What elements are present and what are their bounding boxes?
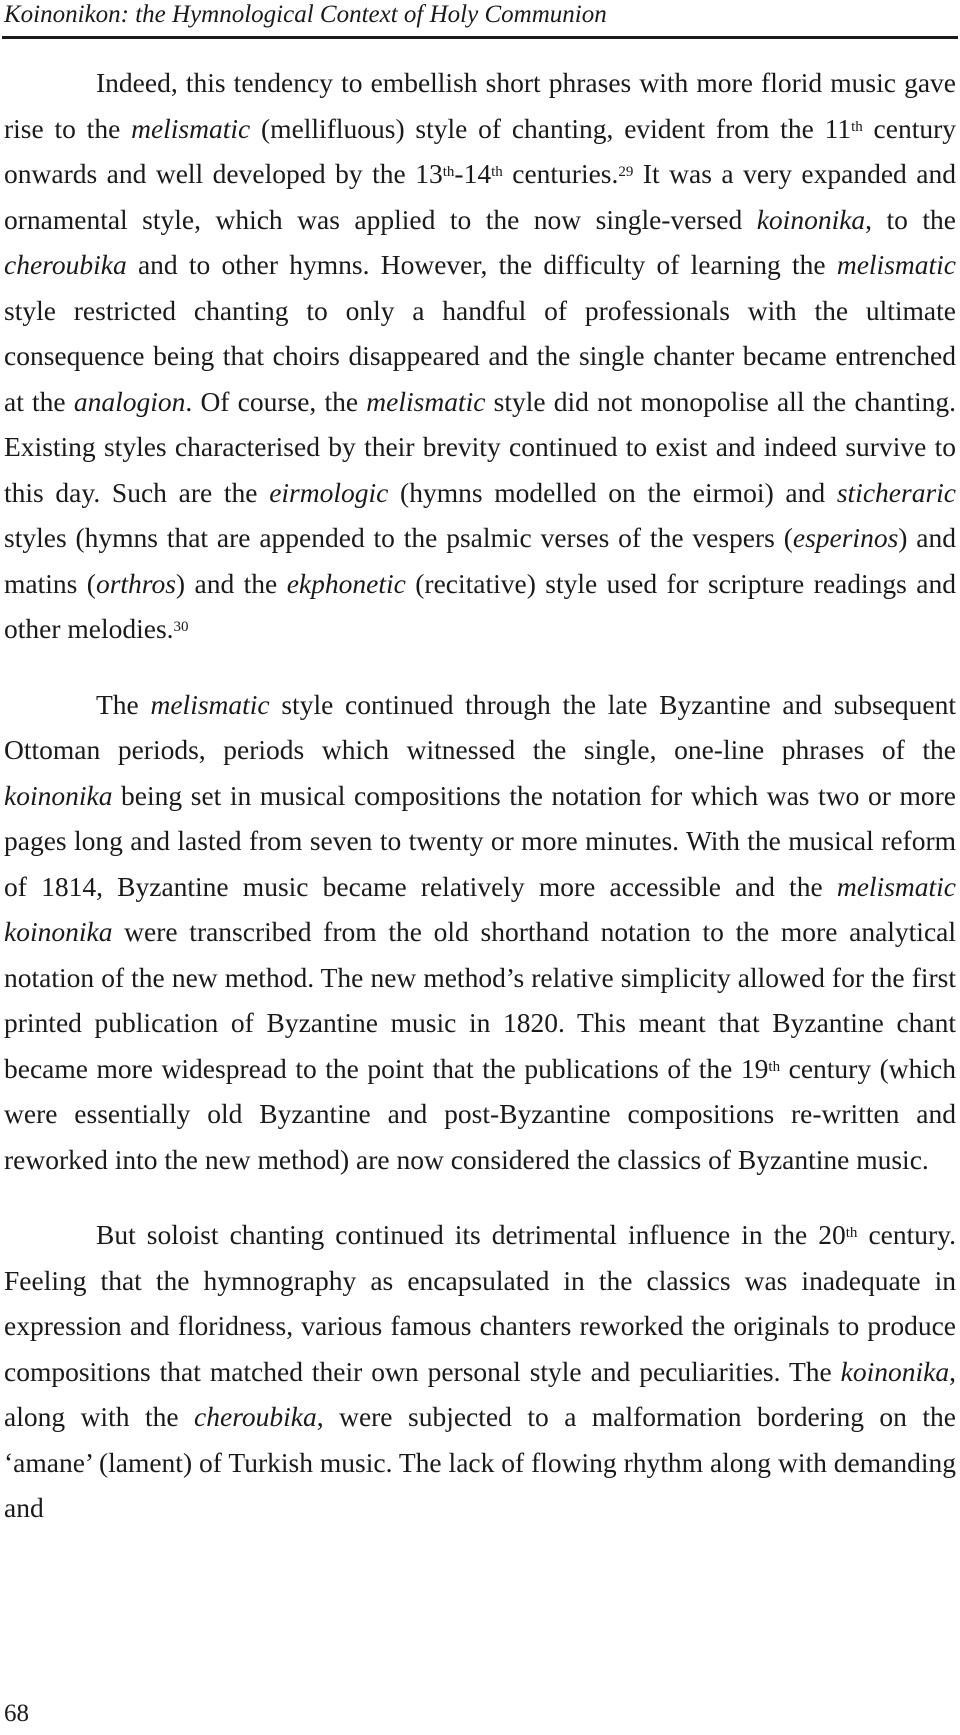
superscript: th [491, 164, 503, 180]
italic-term: koinonika [4, 779, 113, 811]
text-run: century onwards and well developed by the 13 [4, 112, 956, 189]
running-head: Koinonikon: the Hymnological Context of Holy Communion [4, 1, 607, 28]
text-run: ) and matins ( [4, 522, 956, 599]
italic-term: melismatic [836, 249, 956, 280]
italic-term: melismatic [131, 112, 251, 144]
italic-term: ekphonetic [286, 567, 406, 599]
text-run: (mellifluous) style of chanting, evident from the 11 [250, 112, 852, 144]
text-run: styles (hymns that are appended to the psalmic verses of the vespers ( [4, 522, 793, 553]
text-run: style did not monopolise all the chanting. Existing styles characterised by their brevity continued to exist and indeed survive to this day. Such are the [4, 385, 957, 508]
italic-term: orthros [95, 567, 176, 599]
text-run: . Of course, the [185, 385, 367, 417]
text-run: century (which were essentially old Byzantine and post-Byzantine compositions re-written and reworked into the new method) are now considered the classics of Byzantine music. [4, 1052, 956, 1175]
text-run: centuries. [502, 158, 619, 189]
superscript: th [768, 1058, 781, 1075]
text-run: The [96, 688, 151, 720]
superscript: 29 [618, 164, 634, 180]
header-rule [2, 36, 958, 39]
text-run: Indeed, this tendency to embellish short phrases with more florid music gave rise to the [4, 67, 956, 144]
italic-term: melismatic [366, 385, 486, 417]
text-run: But soloist chanting continued its detrimental influence in the 20 [96, 1219, 846, 1250]
text-run: , to the [865, 203, 956, 235]
text-run: (recitative) style used for scripture readings and other melodies. [4, 567, 956, 644]
text-run: style restricted chanting to only a handful of professionals with the ultimate consequence being that choirs disappeared and the single chanter became entrenched at the [4, 294, 956, 417]
italic-term: esperinos [792, 522, 899, 553]
text-run: (hymns modelled on the eirmoi) and [388, 476, 837, 508]
paragraph-3 [4, 1212, 956, 1531]
superscript: th [845, 1225, 858, 1241]
italic-term: cheroubika [194, 1401, 317, 1432]
superscript: th [851, 118, 863, 135]
text-run: ) and the [175, 567, 287, 599]
italic-term: koinonika [840, 1355, 950, 1387]
text-run: were transcribed from the old shorthand notation to the more analytical notation of the new method. The new method’s relative simplicity allowed for the first printed publication of Byzantine music in 1820. This meant that Byzantine chant became more widespread to the point that the publications of the 19 [4, 916, 956, 1084]
paragraph-2 [4, 682, 956, 1183]
text-run: It was a very expanded and ornamental style, which was applied to the now single-versed [4, 158, 956, 235]
text-run: , along with the [4, 1355, 956, 1432]
italic-term: sticheraric [836, 476, 956, 508]
page-number: 68 [4, 1700, 29, 1727]
superscript: th [442, 164, 455, 180]
italic-term: koinonika [756, 203, 866, 235]
italic-term: eirmologic [269, 476, 389, 508]
text-run: century. Feeling that the hymnography as encapsulated in the classics was inadequate in expression and floridness, various famous chanters reworked the originals to produce compositions that matched their own personal style and peculiarities. The [4, 1219, 956, 1387]
italic-term: melismatic koinonika [4, 870, 956, 947]
text-run: , were subjected to a malformation bordering on the ‘amane’ (lament) of Turkish music. The lack of flowing rhythm along with demanding and [4, 1401, 957, 1523]
text-run: -14 [454, 158, 492, 189]
italic-term: cheroubika [4, 249, 127, 280]
paragraph-1 [4, 60, 956, 652]
body-text [4, 60, 956, 1531]
italic-term: analogion [73, 385, 186, 417]
text-run: style continued through the late Byzantine and subsequent Ottoman periods, periods which witnessed the single, one-line phrases of the [4, 688, 956, 765]
superscript: 30 [173, 619, 189, 635]
text-run: being set in musical compositions the notation for which was two or more pages long and lasted from seven to twenty or more minutes. With the musical reform of 1814, Byzantine music became relatively more accessible and the [4, 779, 956, 902]
italic-term: melismatic [150, 688, 270, 720]
text-run: and to other hymns. However, the difficulty of learning the [126, 249, 837, 280]
